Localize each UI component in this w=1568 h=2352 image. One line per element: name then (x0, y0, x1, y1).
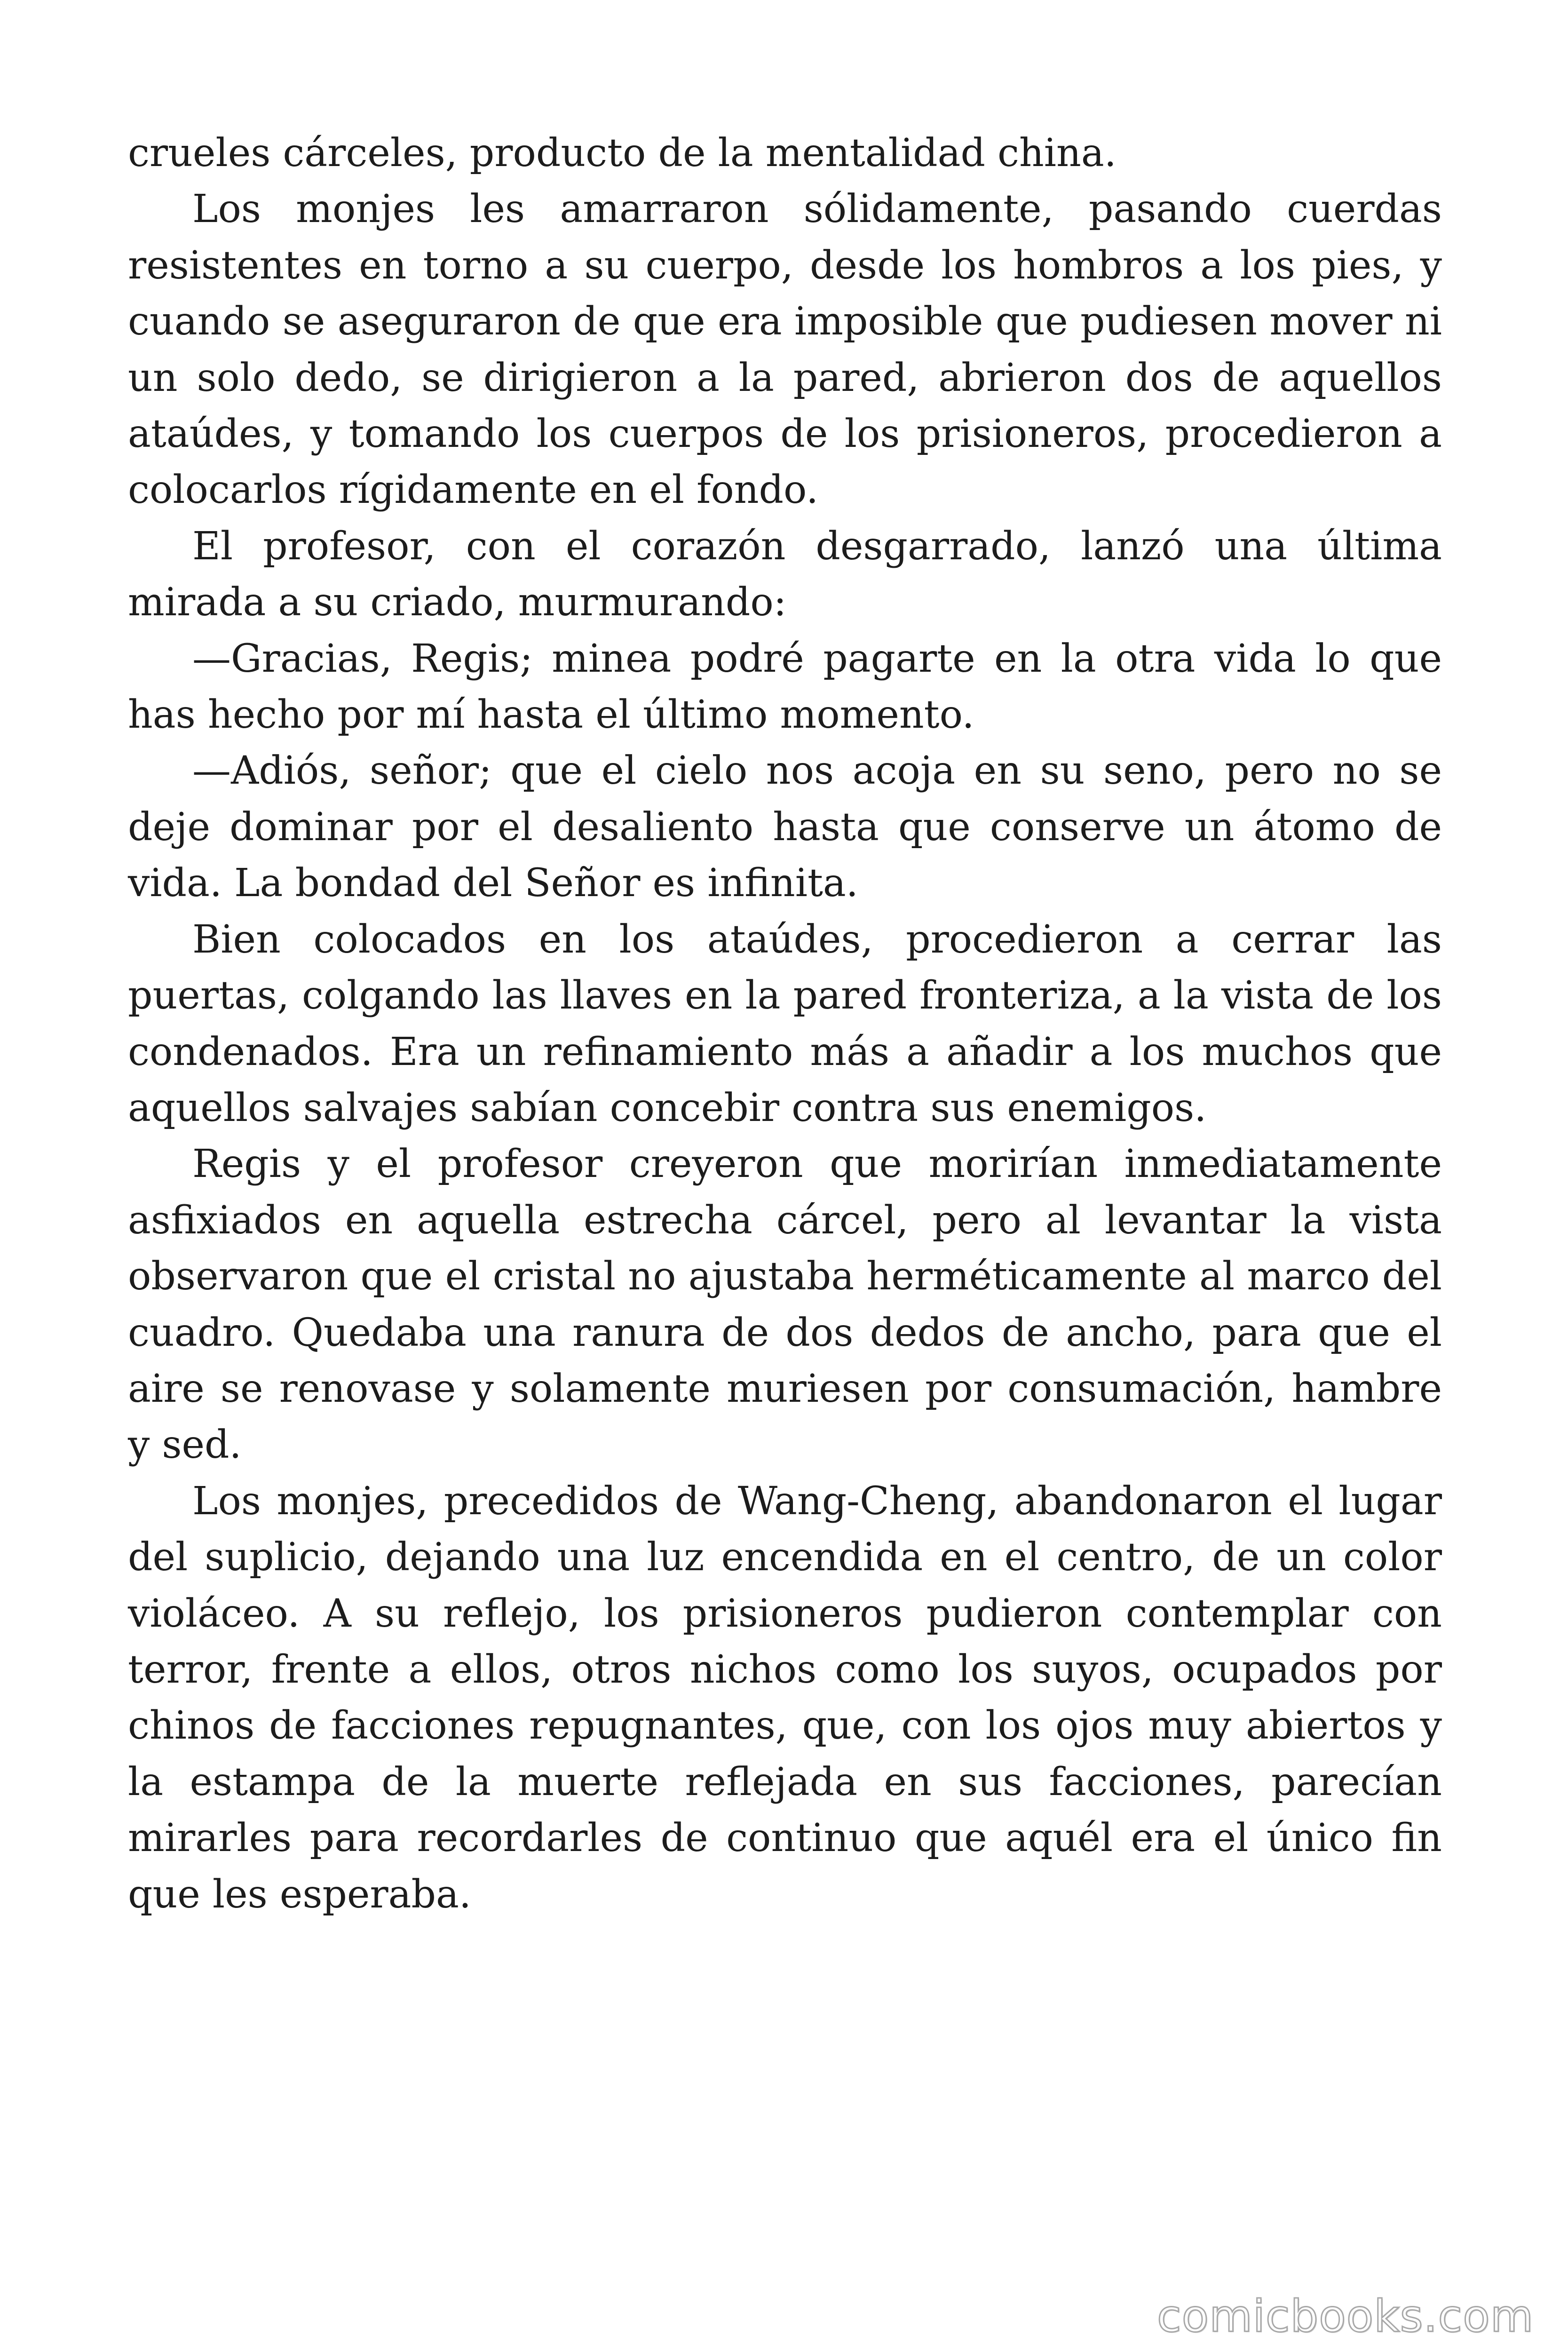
paragraph: —Adiós, señor; que el cielo nos acoja en su seno, pero no se deje dominar por el desaliento hasta que conserve un átomo de vida. La bondad del Señor es infinita. (128, 748, 1442, 906)
paragraph: Bien colocados en los ataúdes, procedieron a cerrar las puertas, colgando las llaves en la pared fronteriza, a la vista de los condenados. Era un refinamiento más a añadir a los muchos que aquellos salvajes sabían concebir contra sus enemigos. (128, 917, 1442, 1130)
paragraph: Los monjes les amarraron sólidamente, pasando cuerdas resistentes en torno a su cuerpo, desde los hombros a los pies, y cuando se aseguraron de que era imposible que pudiesen mover ni un solo dedo, se dirigieron a la pared, abrieron dos de aquellos ataúdes, y tomando los cuerpos de los prisioneros, procedieron a colocarlos rígidamente en el fondo. (128, 187, 1442, 513)
paragraph: El profesor, con el corazón desgarrado, lanzó una última mirada a su criado, murmurando: (128, 524, 1442, 625)
body-text (128, 125, 1442, 1923)
paragraph: Regis y el profesor creyeron que morirían inmediatamente asfixiados en aquella estrecha cárcel, pero al levantar la vista observaron que el cristal no ajustaba herméticamente al marco del cuadro. Quedaba una ranura de dos dedos de ancho, para que el aire se renovase y solamente muriesen por consumación, hambre y sed. (128, 1142, 1442, 1468)
paragraph: crueles cárceles, producto de la mentalidad china. (128, 131, 1117, 175)
paragraph: —Gracias, Regis; minea podré pagarte en la otra vida lo que has hecho por mí hasta el último momento. (128, 636, 1442, 738)
watermark: comicbooks.com (1157, 2291, 1534, 2342)
paragraph: Los monjes, precedidos de Wang-Cheng, abandonaron el lugar del suplicio, dejando una luz encendida en el centro, de un color violáceo. A su reflejo, los prisioneros pudieron contemplar con terror, frente a ellos, otros nichos como los suyos, ocupados por chinos de facciones repugnantes, que, con los ojos muy abiertos y la estampa de la muerte reflejada en sus facciones, parecían mirarles para recordarles de continuo que aquél era el único fin que les esperaba. (128, 1478, 1442, 1917)
